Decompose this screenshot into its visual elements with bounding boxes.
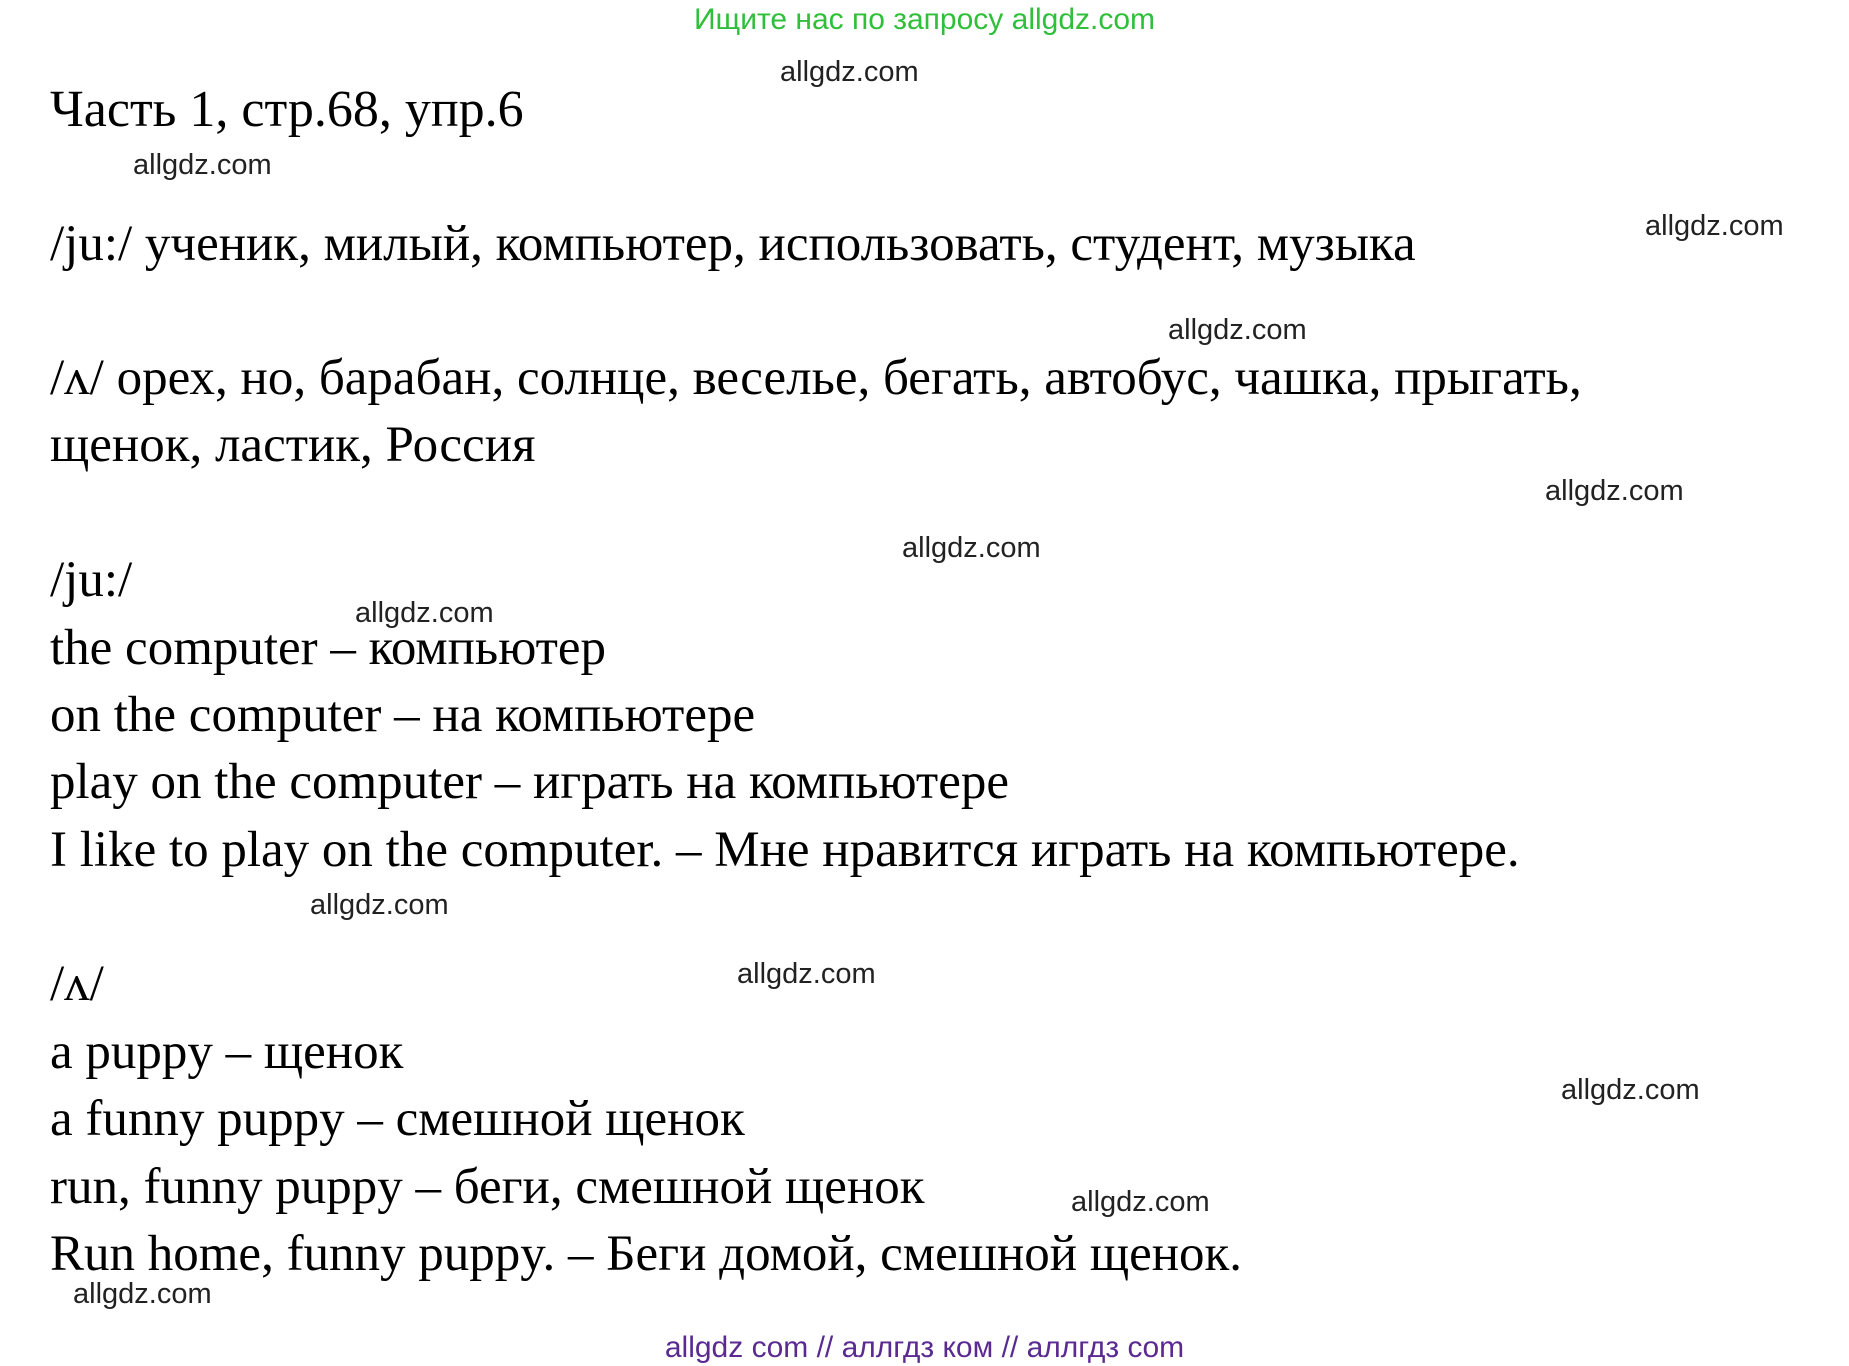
watermark: allgdz.com	[1545, 475, 1684, 507]
a-phrase-3: run, funny puppy – беги, смешной щенок	[50, 1159, 925, 1215]
watermark: allgdz.com	[1645, 210, 1784, 242]
sound-a-words-line-2: щенок, ластик, Россия	[50, 417, 536, 473]
watermark: allgdz.com	[73, 1278, 212, 1310]
a-phrase-4: Run home, funny puppy. – Беги домой, смешной щенок.	[50, 1226, 1243, 1282]
ju-phrase-2: on the computer – на компьютере	[50, 687, 756, 743]
section-a-heading: /ʌ/	[50, 956, 104, 1012]
sound-a-words-line-1: /ʌ/ орех, но, барабан, солнце, веселье, бегать, автобус, чашка, прыгать,	[50, 350, 1582, 406]
watermark: allgdz.com	[355, 597, 494, 629]
sound-ju-words-line: /ju:/ ученик, милый, компьютер, использовать, студент, музыка	[50, 216, 1416, 272]
watermark: allgdz.com	[310, 889, 449, 921]
ju-phrase-3: play on the computer – играть на компьютере	[50, 754, 1009, 810]
a-phrase-1: a puppy – щенок	[50, 1024, 404, 1080]
a-phrase-2: a funny puppy – смешной щенок	[50, 1091, 745, 1147]
ju-phrase-1: the computer – компьютер	[50, 620, 607, 676]
watermark: allgdz.com	[737, 958, 876, 990]
watermark: allgdz.com	[1168, 314, 1307, 346]
watermark: allgdz.com	[1561, 1074, 1700, 1106]
watermark: allgdz.com	[1071, 1186, 1210, 1218]
search-banner: Ищите нас по запросу allgdz.com	[693, 3, 1156, 36]
footer-banner: allgdz com // аллгдз ком // аллгдз com	[664, 1331, 1185, 1364]
section-ju-heading: /ju:/	[50, 552, 133, 608]
watermark: allgdz.com	[780, 56, 919, 88]
watermark: allgdz.com	[133, 149, 272, 181]
watermark: allgdz.com	[902, 532, 1041, 564]
ju-phrase-4: I like to play on the computer. – Мне нравится играть на компьютере.	[50, 822, 1520, 878]
exercise-title: Часть 1, стр.68, упр.6	[50, 81, 524, 138]
